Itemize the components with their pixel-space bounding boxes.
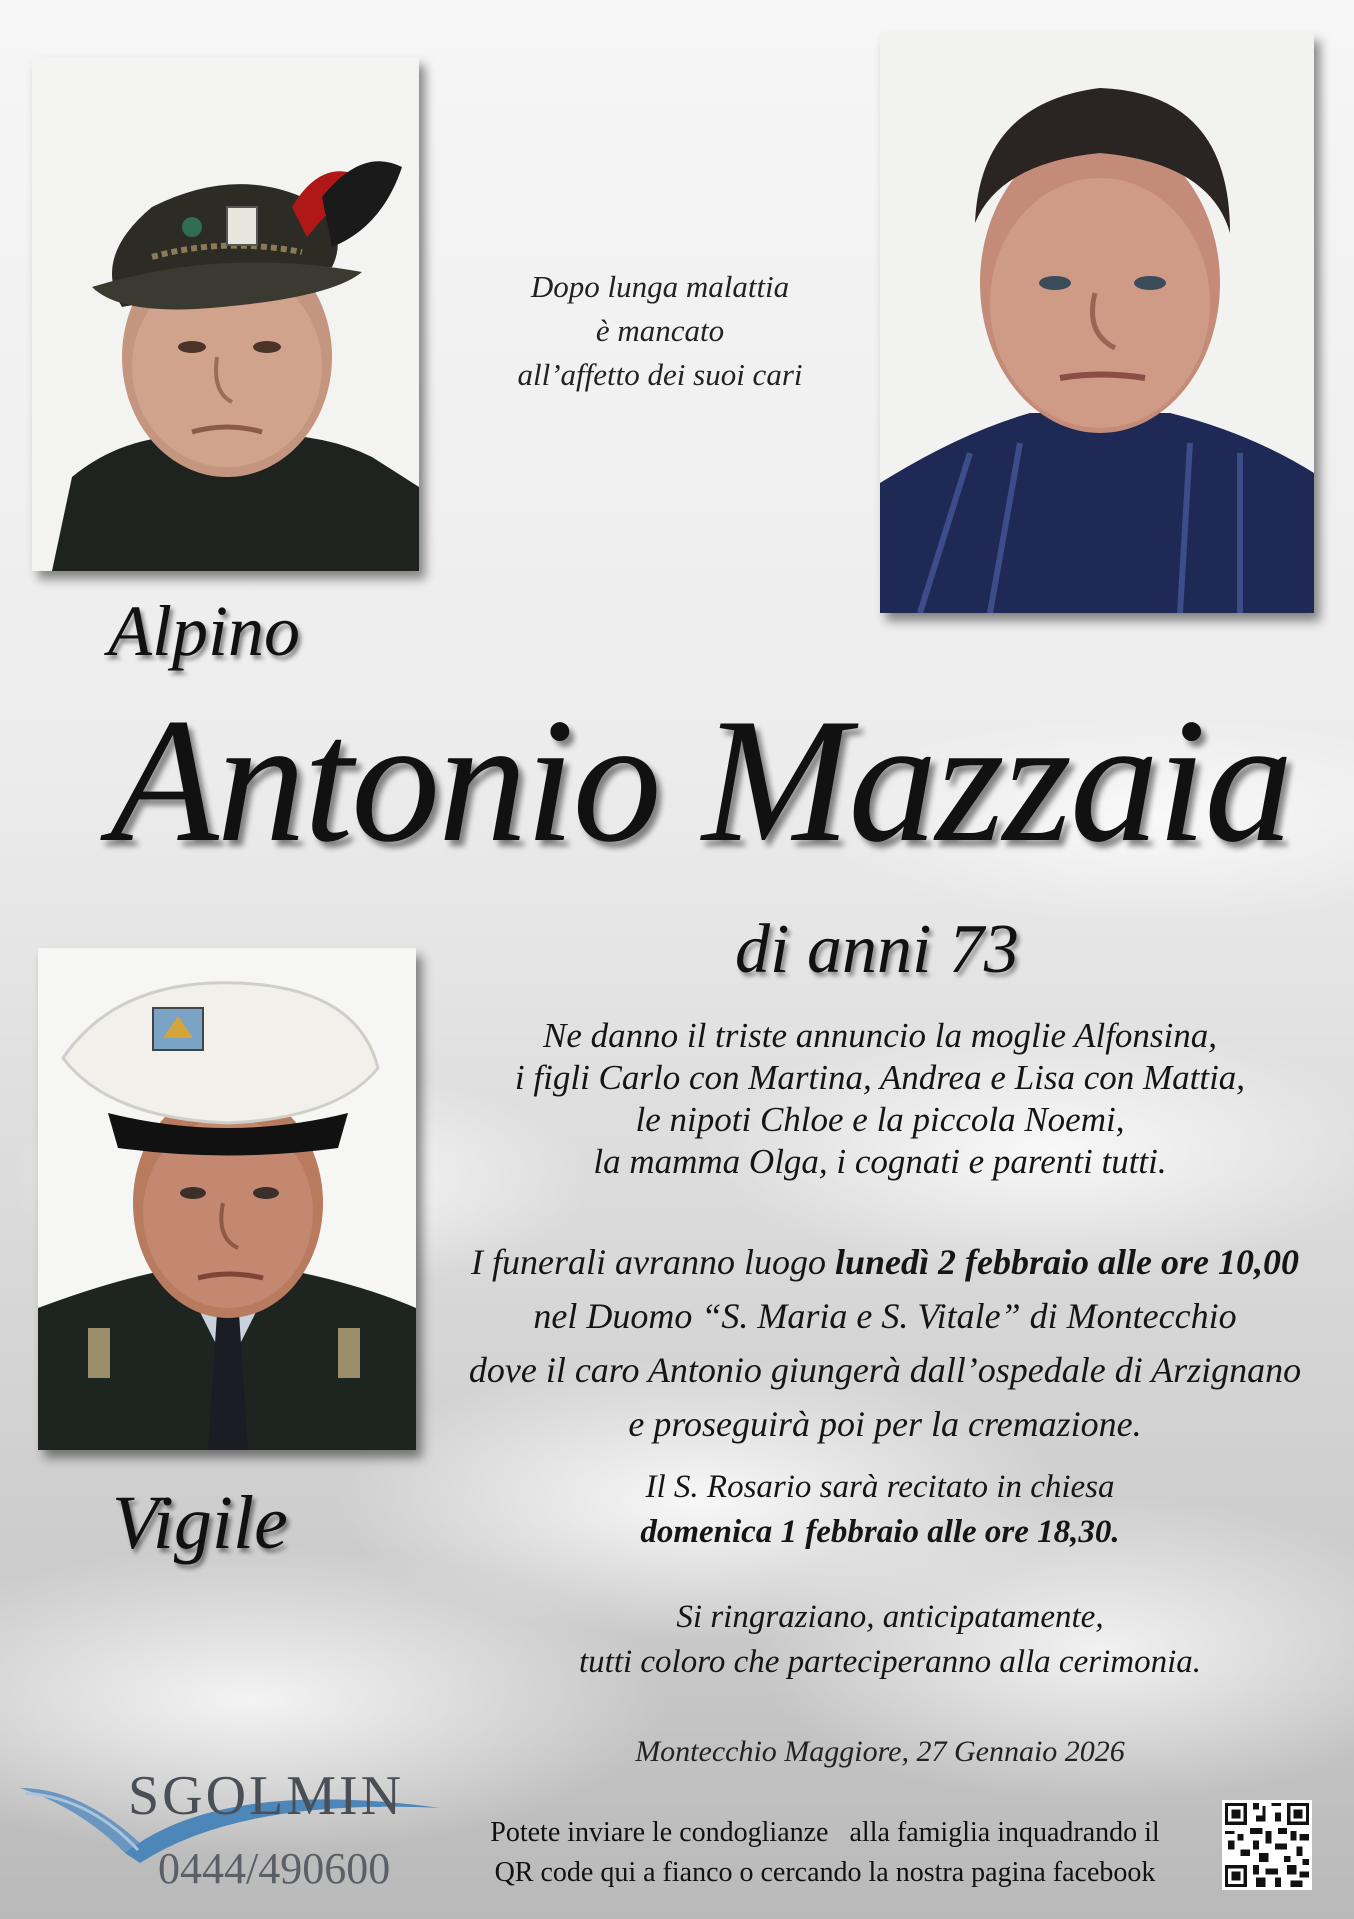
rosary-date xyxy=(560,1510,1200,1555)
thanks-text xyxy=(500,1595,1280,1685)
thanks-line-1: Si ringraziano, anticipatamente, xyxy=(676,1599,1104,1635)
funeral-intro: I funerali avranno luogo xyxy=(471,1242,835,1282)
family-line-3: le nipoti Chloe e la piccola Noemi, xyxy=(635,1100,1125,1139)
funeral-line-2: nel Duomo “S. Maria e S. Vitale” di Montecchio xyxy=(533,1296,1237,1336)
footer-line-1: Potete inviare le condoglianze alla famiglia inquadrando il xyxy=(490,1817,1160,1848)
family-line-2: i figli Carlo con Martina, Andrea e Lisa con Mattia, xyxy=(514,1058,1246,1097)
photo-alpino xyxy=(32,57,419,571)
funeral-date: lunedì 2 febbraio alle ore 10,00 xyxy=(835,1242,1299,1282)
portrait-vigile-image xyxy=(38,948,416,1450)
family-announcement xyxy=(430,1015,1330,1183)
qr-code-icon[interactable] xyxy=(1222,1800,1312,1890)
funeral-details xyxy=(430,1235,1340,1451)
footer-text xyxy=(445,1813,1205,1893)
photo-portrait xyxy=(880,33,1314,613)
intro-line-2: è mancato xyxy=(595,313,725,348)
family-line-4: la mamma Olga, i cognati e parenti tutti. xyxy=(593,1142,1167,1181)
portrait-man-image xyxy=(880,33,1314,613)
rosary-details xyxy=(560,1465,1200,1555)
intro-text xyxy=(460,265,860,397)
deceased-age: di anni 73 xyxy=(735,911,1019,988)
intro-line-3: all’affetto dei suoi cari xyxy=(517,357,803,392)
place-date: Montecchio Maggiore, 27 Gennaio 2026 xyxy=(635,1735,1125,1768)
photo-vigile xyxy=(38,948,416,1450)
thanks-line-2: tutti coloro che parteciperanno alla cerimonia. xyxy=(578,1644,1201,1680)
footer-line-2: QR code qui a fianco o cercando la nostra pagina facebook xyxy=(494,1857,1156,1888)
funeral-line-4: e proseguirà poi per la cremazione. xyxy=(628,1404,1142,1444)
intro-line-1: Dopo lunga malattia xyxy=(530,269,790,304)
portrait-alpino-image xyxy=(32,57,419,571)
funeral-line-3: dove il caro Antonio giungerà dall’ospedale di Arzignano xyxy=(468,1350,1302,1390)
logo-phone[interactable]: 0444/490600 xyxy=(158,1844,391,1893)
deceased-name: Antonio Mazzaia xyxy=(110,681,1292,879)
logo-name: SGOLMIN xyxy=(128,1765,405,1827)
funeral-line-1 xyxy=(430,1235,1340,1289)
family-line-1: Ne danno il triste annuncio la moglie Alfonsina, xyxy=(542,1016,1218,1055)
rosary-line-1: Il S. Rosario sarà recitato in chiesa xyxy=(645,1469,1115,1505)
rosary-date-bold: domenica 1 febbraio alle ore 18,30. xyxy=(640,1514,1120,1550)
title-vigile: Vigile xyxy=(112,1481,288,1565)
title-alpino: Alpino xyxy=(108,591,300,671)
